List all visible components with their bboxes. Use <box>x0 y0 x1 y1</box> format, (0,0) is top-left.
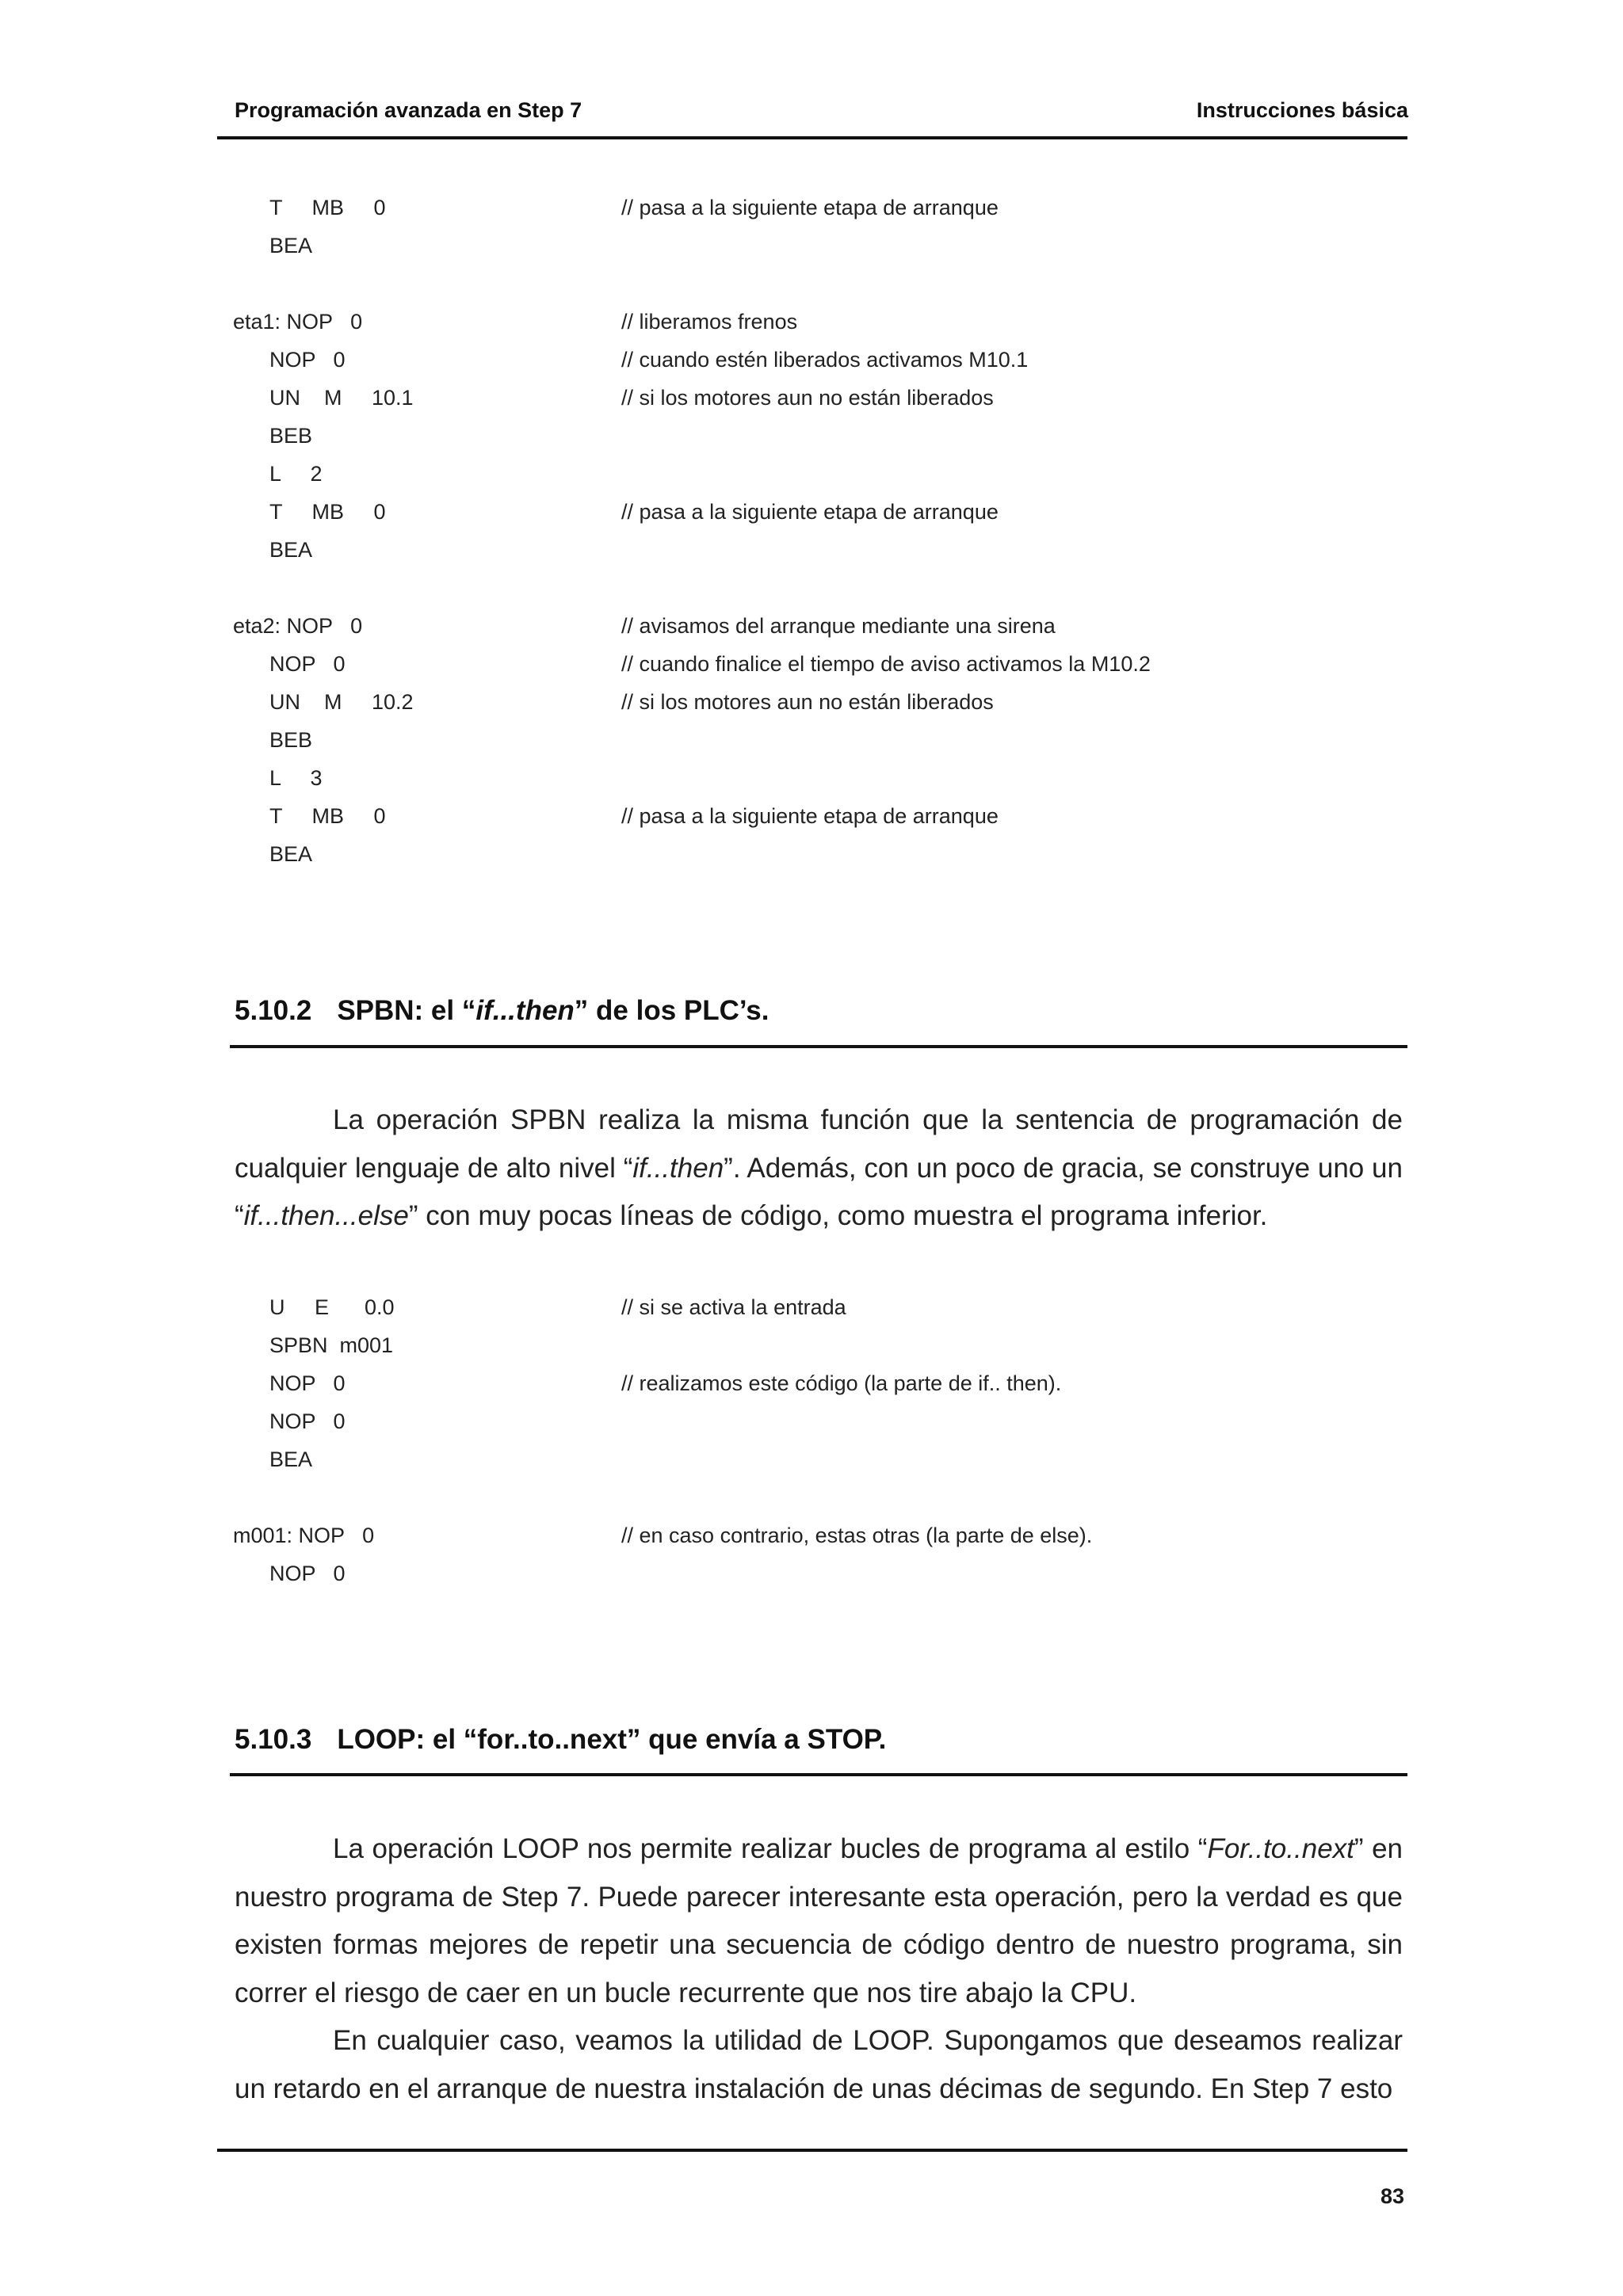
section-rule <box>230 1773 1407 1776</box>
code-line: BEA <box>269 1447 313 1471</box>
code-line: T MB 0 // pasa a la siguiente etapa de arranque <box>269 500 999 524</box>
code-line: eta2: NOP 0 // avisamos del arranque mediante una sirena <box>233 614 1056 638</box>
code-line: BEB <box>269 424 313 448</box>
running-header-chapter: Instrucciones básica <box>1196 98 1408 122</box>
code-block-startup-stages <box>233 189 1406 873</box>
section-heading-spbn: 5.10.2 SPBN: el “if...then” de los PLC’s. <box>235 995 769 1026</box>
code-block-spbn <box>233 1288 1406 1592</box>
section-rule <box>230 1045 1407 1048</box>
code-line: BEA <box>269 538 313 562</box>
code-line: L 3 <box>269 766 323 790</box>
code-line: T MB 0 // pasa a la siguiente etapa de arranque <box>269 804 999 828</box>
code-line: T MB 0 // pasa a la siguiente etapa de arranque <box>269 196 999 219</box>
code-line: SPBN m001 <box>269 1333 394 1357</box>
code-line: BEA <box>269 842 313 866</box>
page-number: 83 <box>1380 2184 1404 2208</box>
code-line-blank <box>233 1478 1406 1516</box>
code-line: L 2 <box>269 462 323 486</box>
code-line: m001: NOP 0 // en caso contrario, estas otras (la parte de else). <box>233 1524 1093 1547</box>
code-line: NOP 0 // cuando finalice el tiempo de aviso activamos la M10.2 <box>269 652 1151 676</box>
code-line: BEA <box>269 234 313 257</box>
code-line-blank <box>233 265 1406 303</box>
running-header-title: Programación avanzada en Step 7 <box>235 98 582 122</box>
code-line: eta1: NOP 0 // liberamos frenos <box>233 310 798 334</box>
code-line: NOP 0 // realizamos este código (la parte de if.. then). <box>269 1371 1062 1395</box>
code-line: NOP 0 <box>269 1562 346 1585</box>
code-line: NOP 0 // cuando estén liberados activamos M10.1 <box>269 348 1029 372</box>
section-heading-loop: 5.10.3 LOOP: el “for..to..next” que envía a STOP. <box>235 1724 887 1755</box>
paragraph-spbn: La operación SPBN realiza la misma función que la sentencia de programación de cualquier lenguaje de alto nivel “if...then”. Además, con un poco de gracia, se construye uno un “if...then...else” con muy pocas líneas de código, como muestra el programa inferior. <box>235 1104 1403 1231</box>
code-line-blank <box>233 569 1406 607</box>
code-line: UN M 10.2 // si los motores aun no están liberados <box>269 690 994 714</box>
footer-rule <box>217 2149 1407 2152</box>
code-line: U E 0.0 // si se activa la entrada <box>269 1295 846 1319</box>
paragraph-loop: La operación LOOP nos permite realizar bucles de programa al estilo “For..to..next” en nuestro programa de Step 7. Puede parecer interesante esta operación, pero la verdad es que existen formas mejores de repetir una secuencia de código dentro de nuestro programa, sin correr el riesgo de caer en un bucle recurrente que nos tire abajo la CPU. En cualquier caso, veamos la utilidad de LOOP. Supongamos que deseamos realizar un retardo en el arranque de nuestra instalación de unas décimas de segundo. En Step 7 esto <box>235 1833 1403 2104</box>
code-line: UN M 10.1 // si los motores aun no están liberados <box>269 386 994 410</box>
code-line: BEB <box>269 728 313 752</box>
header-rule <box>217 136 1407 139</box>
code-line: NOP 0 <box>269 1409 346 1433</box>
